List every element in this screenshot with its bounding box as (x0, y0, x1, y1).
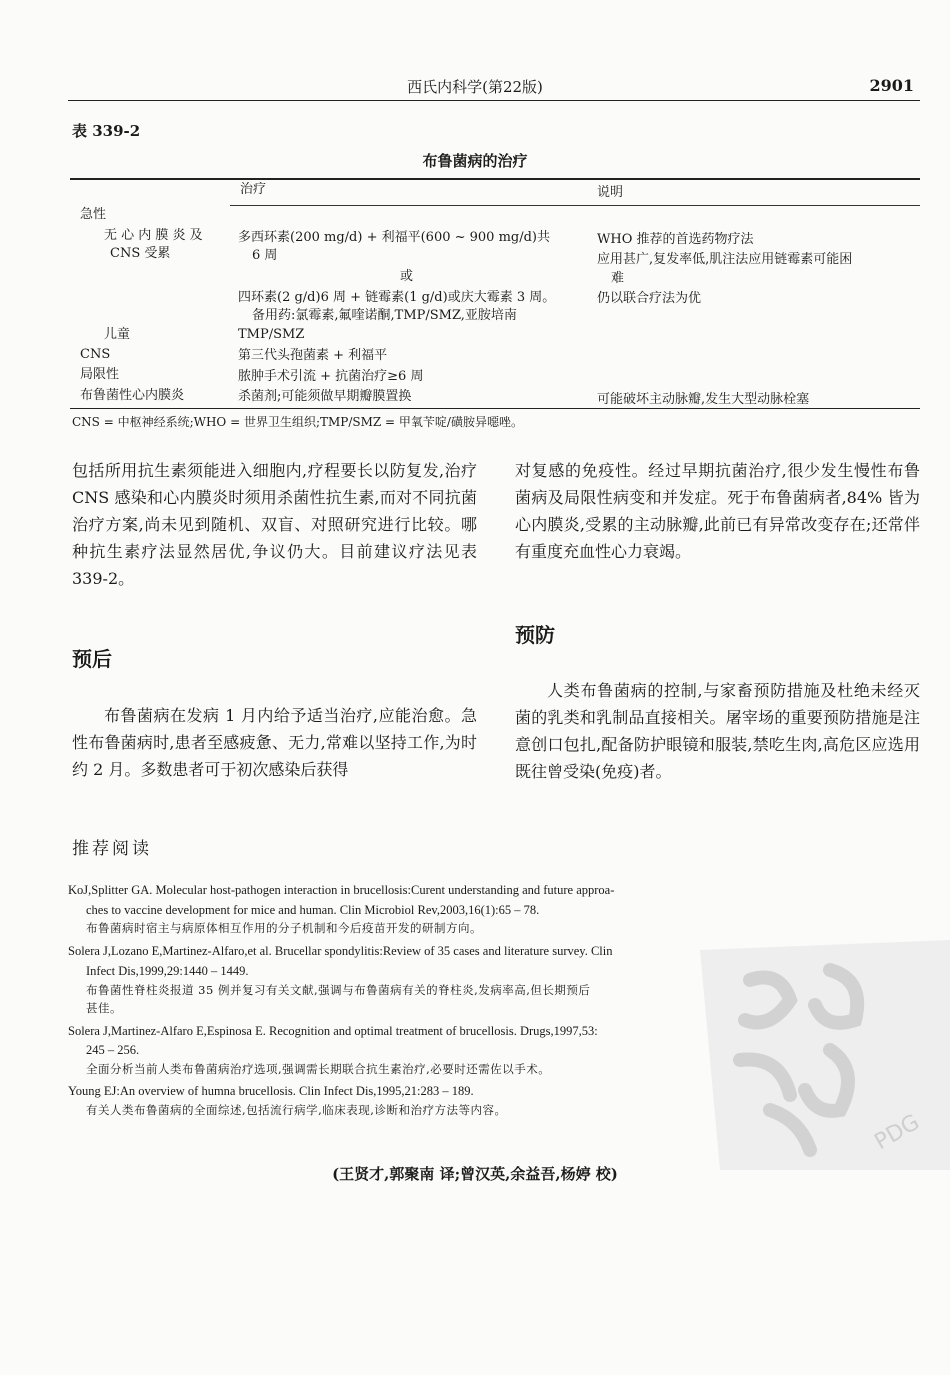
translator-credits: (王贤才,郭聚南 译;曾汉英,余益吾,杨婷 校) (332, 1165, 618, 1183)
note-2-line1: 应用甚广,复发率低,肌注法应用链霉素可能困 (597, 252, 853, 267)
endocarditis-note: 可能破坏主动脉瓣,发生大型动脉栓塞 (597, 392, 810, 407)
reference-2-note-line1: 布鲁菌性脊柱炎报道 35 例并复习有关文献,强调与布鲁菌病有关的脊柱炎,发病率高,但长期预后 (86, 983, 591, 997)
table-top-rule (70, 178, 920, 180)
treatment-2-line2: 备用药:氯霉素,氟喹诺酮,TMP/SMZ,亚胺培南 (252, 308, 517, 323)
reference-2-note-line2: 甚佳。 (86, 1001, 122, 1015)
reference-3-line1: Solera J,Martinez-Alfaro E,Espinosa E. Recognition and optimal treatment of brucellosis. Drugs,1997,53: (68, 1024, 598, 1038)
table-header-rule (230, 205, 920, 206)
reference-3-line2: 245 – 256. (86, 1043, 140, 1057)
localized-treatment: 脓肿手术引流 + 抗菌治疗≥6 周 (238, 369, 424, 384)
note-2-line2: 难 (611, 271, 625, 286)
reference-3-note: 全面分析当前人类布鲁菌病治疗选项,强调需长期联合抗生素治疗,必要时还需佐以手术。 (86, 1062, 551, 1076)
treatment-2-line1: 四环素(2 g/d)6 周 + 链霉素(1 g/d)或庆大霉素 3 周。 (238, 290, 556, 305)
page-number: 2901 (869, 76, 914, 95)
recommended-reading-heading: 推荐阅读 (72, 839, 152, 859)
prognosis-paragraph: 布鲁菌病在发病 1 月内给予适当治疗,应能治愈。急性布鲁菌病时,患者至感疲惫、无力,常难以坚持工作,为时约 2 月。多数患者可于初次感染后获得 (72, 706, 477, 779)
table-caption: 布鲁菌病的治疗 (422, 152, 528, 170)
endocarditis-treatment: 杀菌剂;可能须做早期瓣膜置换 (238, 389, 412, 404)
children-treatment: TMP/SMZ (238, 327, 305, 342)
watermark-stamp (680, 940, 950, 1170)
reference-1-line1: KoJ,Splitter GA. Molecular host-pathogen interaction in brucellosis:Curent understanding and future approa- (68, 883, 615, 897)
prognosis-heading: 预后 (72, 647, 112, 671)
cns-treatment: 第三代头孢菌素 + 利福平 (238, 348, 388, 363)
reference-4-line1: Young EJ:An overview of humna brucellosis. Clin Infect Dis,1995,21:283 – 189. (68, 1084, 474, 1098)
row-no-endocarditis-line2: CNS 受累 (110, 246, 171, 261)
row-cns: CNS (80, 347, 111, 362)
running-header-title: 西氏内科学(第22版) (407, 78, 543, 96)
column-header-treatment: 治疗 (240, 182, 267, 197)
treatment-or: 或 (400, 269, 414, 284)
prevention-paragraph: 人类布鲁菌病的控制,与家畜预防措施及杜绝未经灭菌的乳类和乳制品直接相关。屠宰场的重要预防措施是注意创口包扎,配备防护眼镜和服装,禁吃生肉,高危区应选用既往曾受染(免疫)者。 (515, 681, 920, 781)
table-footnote: CNS = 中枢神经系统;WHO = 世界卫生组织;TMP/SMZ = 甲氧苄啶/磺胺异噁唑。 (72, 415, 523, 429)
reference-4-note: 有关人类布鲁菌病的全面综述,包括流行病学,临床表现,诊断和治疗方法等内容。 (86, 1103, 507, 1117)
reference-2-line2: Infect Dis,1999,29:1440 – 1449. (86, 964, 249, 978)
treatment-1-line1: 多西环素(200 mg/d) + 利福平(600 ~ 900 mg/d)共 (238, 230, 551, 245)
table-label: 表 339-2 (72, 122, 141, 140)
right-paragraph-1: 对复感的免疫性。经过早期抗菌治疗,很少发生慢性布鲁菌病及局限性病变和并发症。死于布鲁菌病者,84% 皆为心内膜炎,受累的主动脉瓣,此前已有异常改变存在;还常伴有重度充血性心力衰竭。 (515, 461, 920, 561)
row-acute: 急性 (80, 207, 107, 222)
row-no-endocarditis-line1: 无 心 内 膜 炎 及 (104, 228, 203, 243)
column-header-notes: 说明 (597, 185, 624, 200)
row-children: 儿童 (104, 327, 131, 342)
prevention-heading: 预防 (515, 623, 555, 647)
watermark-text: PDG (870, 1109, 924, 1156)
reference-1-line2: ches to vaccine development for mice and human. Clin Microbiol Rev,2003,16(1):65 – 78. (86, 903, 540, 917)
row-localized: 局限性 (80, 367, 120, 382)
reference-2-line1: Solera J,Lozano E,Martinez-Alfaro,et al. Brucellar spondylitis:Review of 35 cases and literature survey. Clin (68, 944, 613, 958)
left-paragraph-1: 包括所用抗生素须能进入细胞内,疗程要长以防复发,治疗 CNS 感染和心内膜炎时须用杀菌性抗生素,而对不同抗菌治疗方案,尚未见到随机、双盲、对照研究进行比较。哪种抗生素疗法显然居优,争议仍大。目前建议疗法见表 339-2。 (72, 461, 477, 588)
row-endocarditis: 布鲁菌性心内膜炎 (80, 388, 185, 403)
table-bottom-rule (70, 408, 920, 409)
watermark-stamp-graphic (680, 940, 950, 1170)
note-1: WHO 推荐的首选药物疗法 (597, 232, 754, 247)
header-rule (68, 100, 920, 101)
reference-1-note: 布鲁菌病时宿主与病原体相互作用的分子机制和今后疫苗开发的研制方向。 (86, 921, 482, 935)
treatment-1-line2: 6 周 (252, 248, 278, 263)
note-3: 仍以联合疗法为优 (597, 291, 702, 306)
